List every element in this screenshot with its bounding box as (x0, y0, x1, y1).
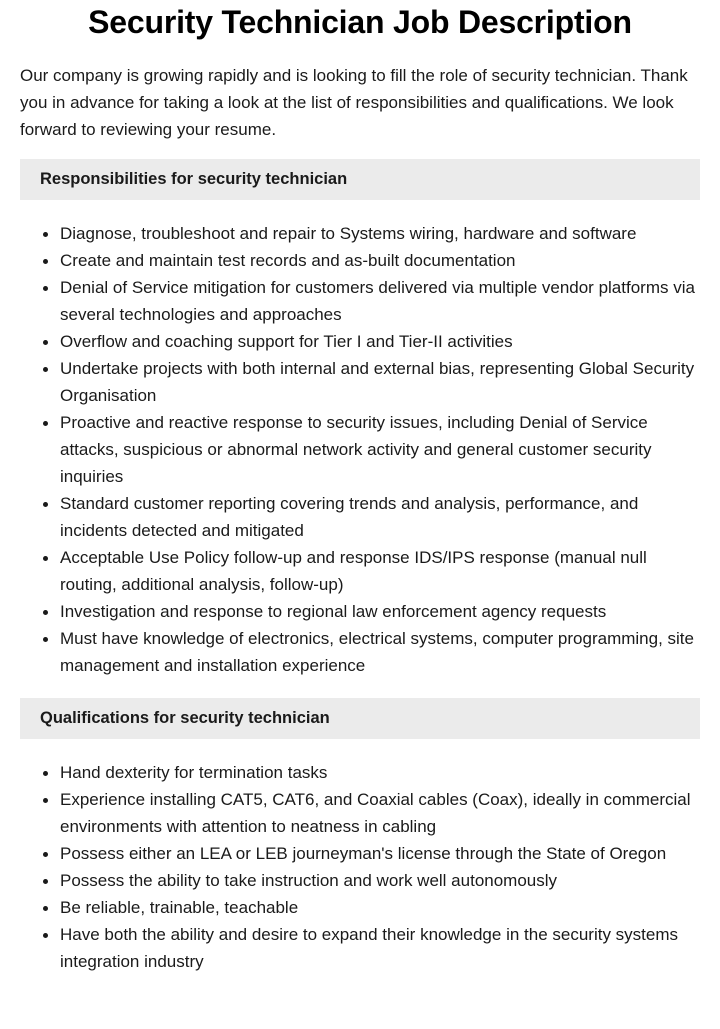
list-item: Possess the ability to take instruction and work well autonomously (60, 867, 700, 894)
responsibilities-section-header (20, 159, 700, 200)
qualifications-list (20, 759, 700, 975)
list-item: Possess either an LEA or LEB journeyman's license through the State of Oregon (60, 840, 700, 867)
list-item: Must have knowledge of electronics, electrical systems, computer programming, site management and installation experience (60, 625, 700, 679)
list-item: Denial of Service mitigation for customers delivered via multiple vendor platforms via several technologies and approaches (60, 274, 700, 328)
list-item: Have both the ability and desire to expand their knowledge in the security systems integration industry (60, 921, 700, 975)
list-item: Overflow and coaching support for Tier I and Tier-II activities (60, 328, 700, 355)
list-item: Acceptable Use Policy follow-up and response IDS/IPS response (manual null routing, additional analysis, follow-up) (60, 544, 700, 598)
responsibilities-list (20, 220, 700, 679)
list-item: Diagnose, troubleshoot and repair to Systems wiring, hardware and software (60, 220, 700, 247)
qualifications-section-header (20, 698, 700, 739)
list-item: Create and maintain test records and as-built documentation (60, 247, 700, 274)
list-item: Investigation and response to regional law enforcement agency requests (60, 598, 700, 625)
list-item: Hand dexterity for termination tasks (60, 759, 700, 786)
responsibilities-heading: Responsibilities for security technician (40, 170, 348, 188)
list-item: Be reliable, trainable, teachable (60, 894, 700, 921)
list-item: Undertake projects with both internal and external bias, representing Global Security Organisation (60, 355, 700, 409)
page-title: Security Technician Job Description (88, 4, 632, 40)
list-item: Standard customer reporting covering trends and analysis, performance, and incidents detected and mitigated (60, 490, 700, 544)
list-item: Proactive and reactive response to security issues, including Denial of Service attacks, suspicious or abnormal network activity and general customer security inquiries (60, 409, 700, 490)
qualifications-heading: Qualifications for security technician (40, 709, 330, 727)
list-item: Experience installing CAT5, CAT6, and Coaxial cables (Coax), ideally in commercial environments with attention to neatness in cabling (60, 786, 700, 840)
intro-paragraph: Our company is growing rapidly and is looking to fill the role of security technician. Thank you in advance for taking a look at the list of responsibilities and qualifications. We look forward to reviewing your resume. (20, 66, 688, 139)
